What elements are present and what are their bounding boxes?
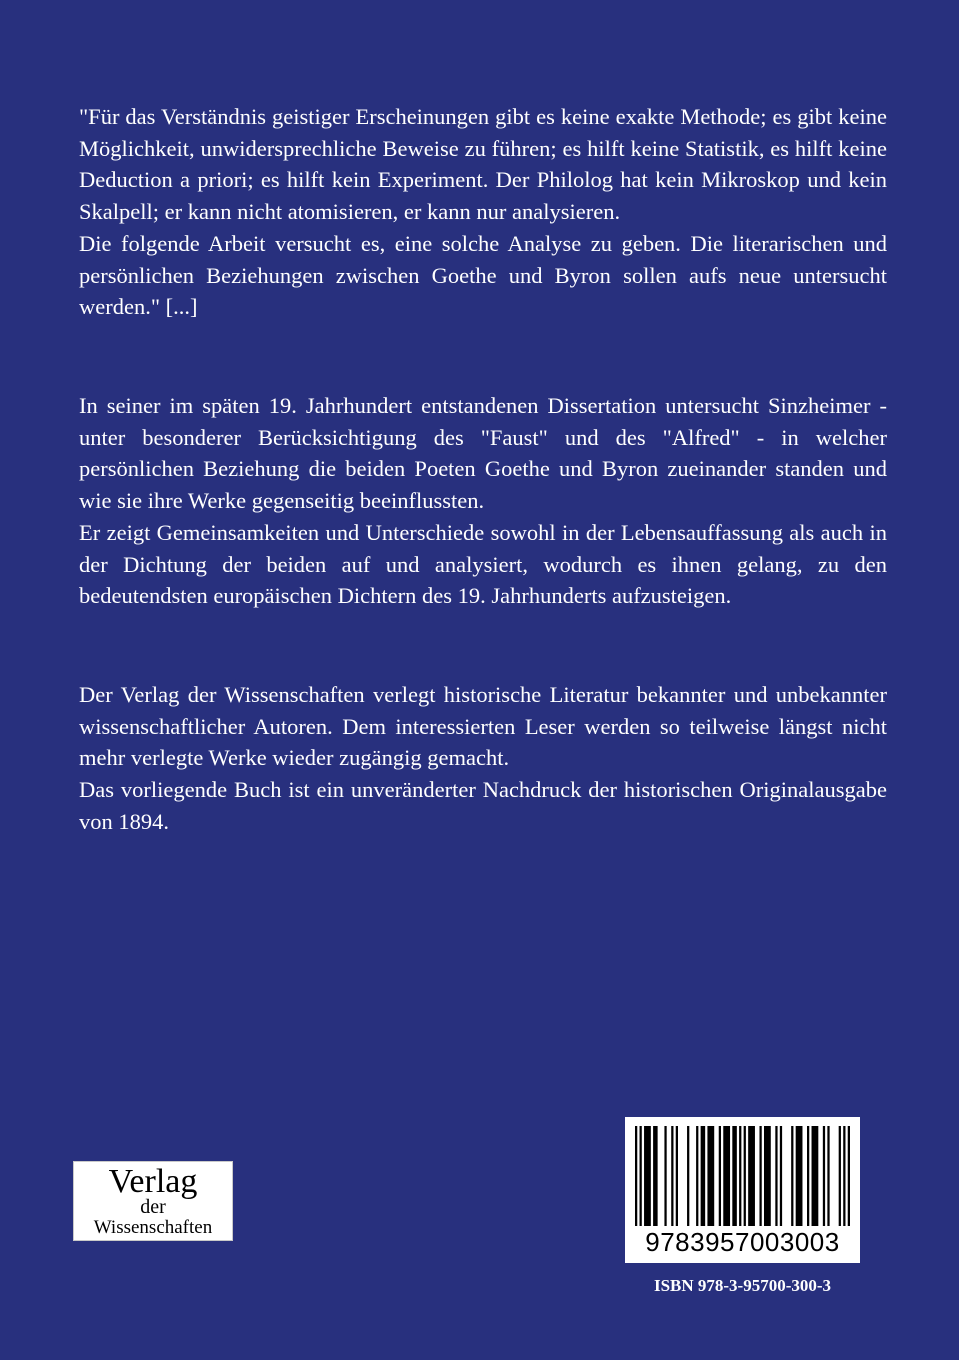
barcode-bar (732, 1126, 737, 1226)
barcode-bar (791, 1126, 793, 1226)
barcode-bar (701, 1126, 706, 1226)
barcode-bar (759, 1126, 761, 1226)
barcode-bar (744, 1126, 746, 1226)
barcode-bar (635, 1126, 637, 1226)
barcode-bar (796, 1126, 803, 1226)
publisher-info-block (79, 679, 887, 838)
barcode-bar (839, 1126, 841, 1226)
barcode-bar (640, 1126, 642, 1226)
publisher-paragraph-1: Der Verlag der Wissenschaften verlegt historische Literatur bekannter und unbekannter wissenschaftlicher Autoren. Dem interessierten Leser werden so teilweise längst nicht mehr verlegte Werke wieder zugängig gemacht. (79, 682, 887, 771)
barcode-bar (644, 1126, 651, 1226)
barcode-bar (775, 1126, 777, 1226)
barcode-bar (812, 1126, 819, 1226)
quote-paragraph-1: "Für das Verständnis geistiger Erscheinungen gibt es keine exakte Methode; es gibt keine Möglichkeit, unwidersprechliche Beweise zu führen; es hilft keine Statistik, es hilft keine Deduction a priori; es hilft kein Experiment. Der Philolog hat kein Mikroskop und kein Skalpell; er kann nicht atomisieren, er kann nur analysieren. (79, 104, 887, 225)
barcode-bar (827, 1126, 829, 1226)
description-block (79, 390, 887, 612)
barcode-bar (664, 1126, 666, 1226)
description-paragraph-2: Er zeigt Gemeinsamkeiten und Unterschiede sowohl in der Lebensauffassung als auch in der Dichtung der beiden auf und analysiert, wodurch es ihnen gelang, zu den bedeutendsten europäischen Dichtern des 19. Jahrhunderts aufzusteigen. (79, 519, 887, 609)
barcode-bar (764, 1126, 771, 1226)
publisher-paragraph-2: Das vorliegende Buch ist ein unveränderter Nachdruck der historischen Originalausgabe von 1894. (79, 777, 887, 834)
barcode-bar (707, 1126, 714, 1226)
barcode-bar (780, 1126, 782, 1226)
barcode-bar (671, 1126, 673, 1226)
logo-line-wissenschaften: Wissenschaften (93, 1217, 213, 1238)
barcode-bar (676, 1126, 678, 1226)
barcode-bar (843, 1126, 845, 1226)
barcode-bar (848, 1126, 850, 1226)
logo-line-der: der (140, 1196, 166, 1218)
barcode-bar (823, 1126, 825, 1226)
barcode-bar (739, 1126, 741, 1226)
barcode-bar (719, 1126, 721, 1226)
barcode-bar (807, 1126, 809, 1226)
barcode-bar (653, 1126, 658, 1226)
barcode-bar (687, 1126, 689, 1226)
barcode-bar (723, 1126, 730, 1226)
barcode-bars-icon (635, 1126, 850, 1226)
barcode (625, 1117, 860, 1263)
barcode-bar (696, 1126, 698, 1226)
isbn-label: ISBN 978-3-95700-300-3 (653, 1276, 832, 1295)
publisher-logo (73, 1161, 233, 1241)
barcode-digits: 9783957003003 (645, 1227, 840, 1257)
quote-block (79, 101, 887, 323)
description-paragraph-1: In seiner im späten 19. Jahrhundert entstandenen Dissertation untersucht Sinzheimer - unter besonderer Berücksichtigung des "Faust" und des "Alfred" - in welcher persönlichen Beziehung die beiden Poeten Goethe und Byron zueinander standen und wie sie ihre Werke gegenseitig beeinflussten. (79, 393, 887, 514)
quote-paragraph-2: Die folgende Arbeit versucht es, eine solche Analyse zu geben. Die literarischen und persönlichen Beziehungen zwischen Goethe und Byron sollen aufs neue untersucht werden." [...] (79, 230, 887, 320)
barcode-bar (748, 1126, 755, 1226)
logo-line-verlag: Verlag (108, 1163, 198, 1200)
